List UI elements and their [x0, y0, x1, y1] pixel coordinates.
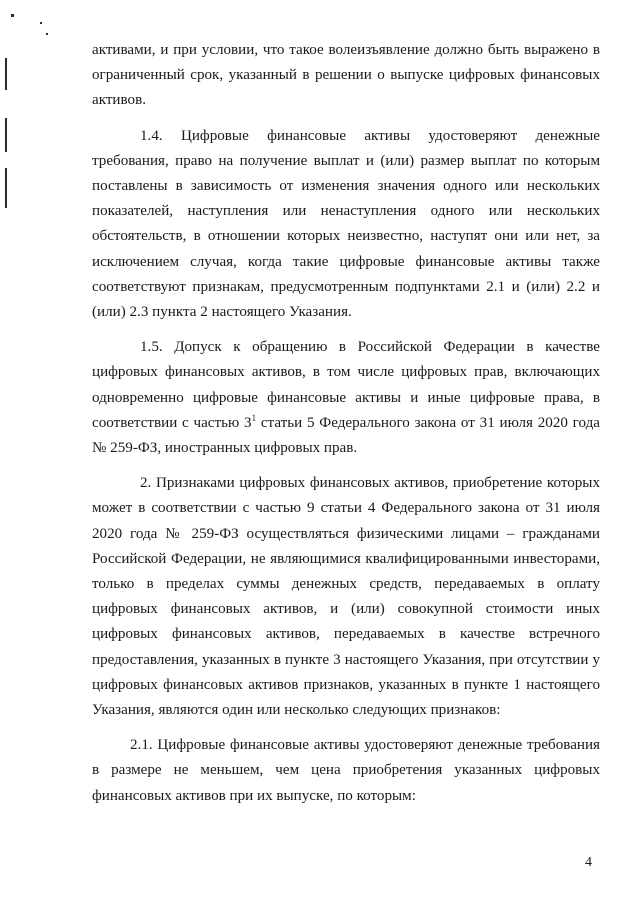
paragraph-2-1: 2.1. Цифровые финансовые активы удостоверяют денежные требования в размере не меньшем, чем цена приобретения указанных цифровых финансовых активов при их выпуске, по которым:: [92, 737, 600, 804]
paragraph-1-4: 1.4. Цифровые финансовые активы удостоверяют денежные требования, право на получение выплат и (или) размер выплат по которым поставлены в зависимость от изменения значения одного или нескольких показателей, наступления или ненаступления одного или нескольких обстоятельств, в отношении которых неизвестно, наступят они или нет, за исключением случая, когда такие цифровые финансовые активы также соответствуют признакам, предусмотренным подпунктами 2.1 и (или) 2.2 и (или) 2.3 пункта 2 настоящего Указания.: [92, 127, 600, 321]
paragraph-continuation: активами, и при условии, что такое волеизъявление должно быть выражено в ограниченный срок, указанный в решении о выпуске цифровых финансовых активов.: [92, 42, 600, 109]
paragraph-1-5-text-end: статьи 5 Федерального закона от 31 июля 2020 года № 259-ФЗ, иностранных цифровых прав.: [92, 414, 600, 457]
document-body: [92, 38, 600, 819]
paragraph-1-5: [92, 335, 600, 461]
scan-artifact-line: [5, 168, 7, 208]
scan-artifact-line: [5, 58, 7, 90]
scan-artifact-dot: [11, 14, 14, 17]
superscript-marker: 1: [251, 412, 257, 423]
scan-artifact-dot: [40, 22, 42, 24]
scan-artifact-dot: [46, 33, 48, 35]
scan-artifact-line: [5, 118, 7, 152]
page-number: 4: [585, 855, 592, 870]
paragraph-1-5-text: 1.5. Допуск к обращению в Российской Федерации в качестве цифровых финансовых активов, в том числе цифровых прав, включающих одновременно цифровые финансовые активы и иные цифровые права, в соответствии с частью 3: [92, 339, 600, 431]
paragraph-2: 2. Признаками цифровых финансовых активов, приобретение которых может в соответствии с частью 9 статьи 4 Федерального закона от 31 июля 2020 года № 259-ФЗ осуществляться физическими лицами – гражданами Российской Федерации, не являющимися квалифицированными инвесторами, только в пределах суммы денежных средств, передаваемых в оплату цифровых финансовых активов, и (или) совокупной стоимости иных цифровых финансовых активов, передаваемых в качестве встречного предоставления, указанных в пункте 3 настоящего Указания, при отсутствии у цифровых финансовых активов признаков, указанных в пункте 1 настоящего Указания, являются один или несколько следующих признаков:: [92, 475, 600, 719]
